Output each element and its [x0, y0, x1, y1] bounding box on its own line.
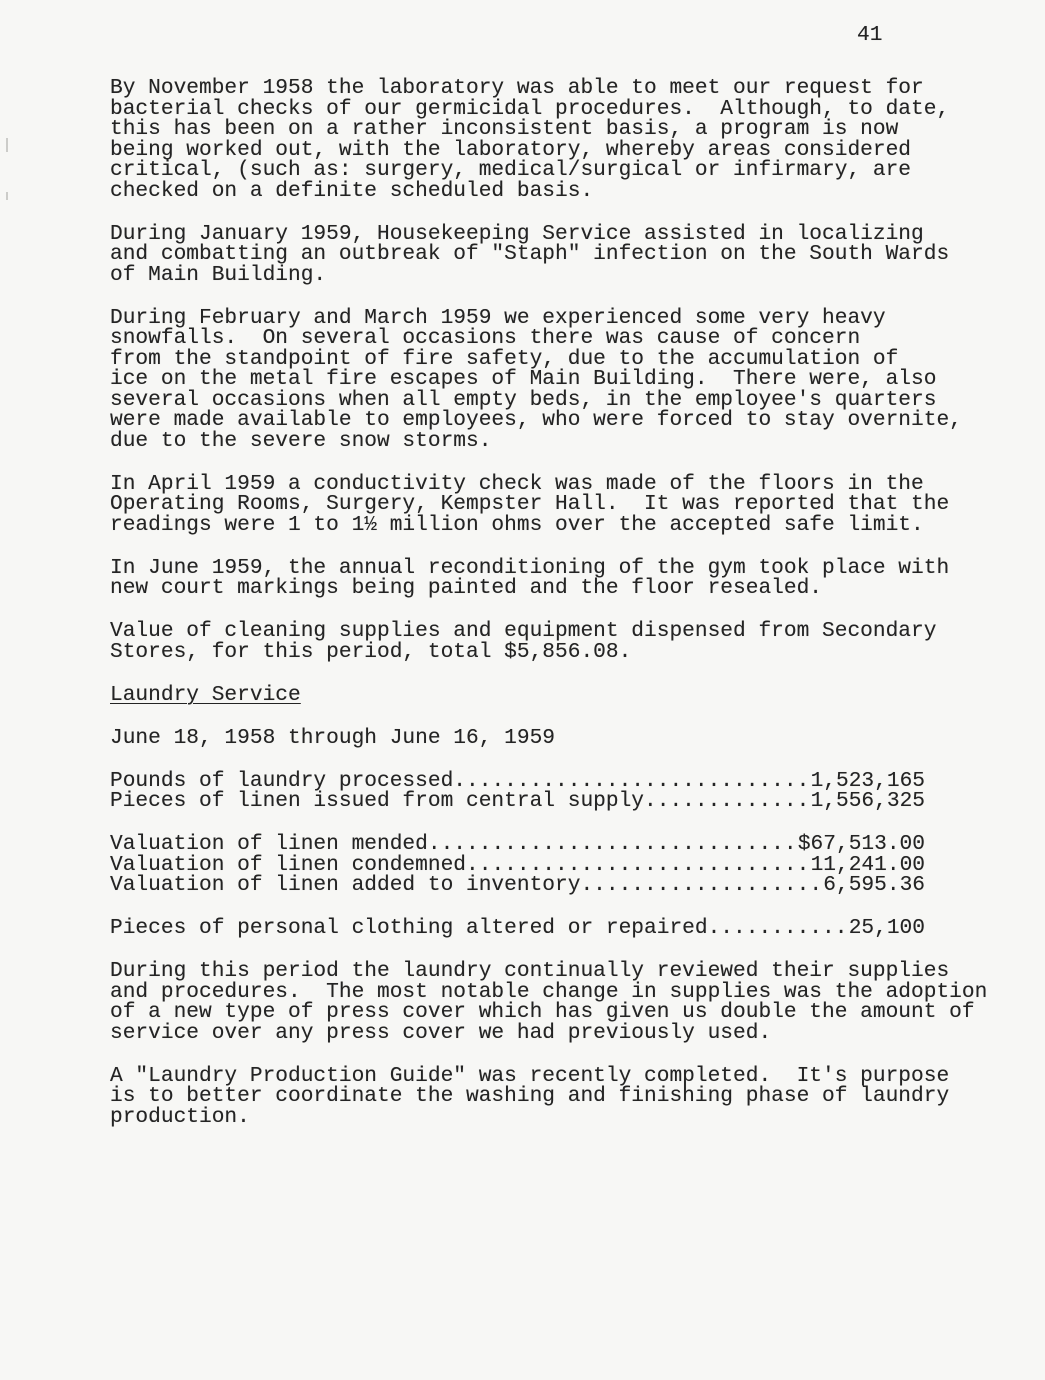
ledger-row [110, 852, 925, 877]
section-heading-laundry: Laundry Service [110, 682, 301, 707]
clothing-ledger [110, 918, 1020, 939]
ledger-row [110, 834, 925, 855]
paragraph-snowfalls: During February and March 1959 we experienced some very heavy snowfalls. On several occasions there was cause of concern from the standpoint of fire safety, due to the accumulation of ice on the metal fire escapes of Main Building. There were, also several occasions when all empty beds, in the employee's quarters were made available to employees, who were forced to stay overnite, due to the severe snow storms. [110, 305, 962, 453]
ledger-label: Valuation of linen mended [110, 832, 428, 856]
ledger-value: 25,100 [848, 916, 925, 940]
ledger-value: $67,513.00 [797, 832, 925, 856]
ledger-value: 1,523,165 [810, 768, 925, 793]
dot-leader [644, 791, 811, 812]
ledger-value: 11,241.00 [810, 852, 925, 877]
ledger-row [110, 768, 925, 793]
paragraph-conductivity-check: In April 1959 a conductivity check was made of the floors in the Operating Rooms, Surgery, Kempster Hall. It was reported that the readings were 1 to 1½ million ohms over the accepted safe limit. [110, 471, 950, 537]
reporting-period: June 18, 1958 through June 16, 1959 [110, 725, 556, 750]
ledger-value: 1,556,325 [810, 789, 925, 813]
paragraph-supplies-review: During this period the laundry continually reviewed their supplies and procedures. The most notable change in supplies was the adoption of a new type of press cover which has given us double the amount of service over any press cover we had previously used. [110, 959, 988, 1045]
paragraph-cleaning-supplies-value: Value of cleaning supplies and equipment dispensed from Secondary Stores, for this period, total $5,856.08. [110, 619, 937, 664]
document-body [110, 78, 1020, 1150]
linen-valuation-ledger [110, 834, 1020, 896]
ledger-label: Valuation of linen condemned [110, 852, 467, 877]
ledger-row [110, 918, 925, 939]
paragraph-laboratory-checks: By November 1958 the laboratory was able to meet our request for bacterial checks of our germicidal procedures. Although, to date, this has been on a rather inconsistent basis, a program is now being worked out, with the laboratory, whereby areas considered critical, (such as: surgery, medical/surgical or infirmary, are checked on a definite scheduled basis. [110, 76, 950, 203]
ledger-row [110, 875, 925, 896]
margin-mark [6, 138, 8, 152]
dot-leader [453, 771, 810, 792]
ledger-label: Valuation of linen added to inventory [110, 873, 581, 897]
production-ledger [110, 768, 1020, 813]
margin-mark [6, 192, 8, 200]
page-number: 41 [857, 23, 883, 47]
paragraph-staph-outbreak: During January 1959, Housekeeping Service assisted in localizing and combatting an outbreak of "Staph" infection on the South Wards of Main Building. [110, 221, 950, 287]
laundry-section [110, 682, 1020, 1129]
housekeeping-section [110, 78, 1020, 662]
ledger-label: Pounds of laundry processed [110, 768, 454, 793]
paragraph-production-guide: A "Laundry Production Guide" was recently completed. It's purpose is to better coordinate the washing and finishing phase of laundry production. [110, 1063, 950, 1129]
paragraph-gym-reconditioning: In June 1959, the annual reconditioning of the gym took place with new court markings being painted and the floor resealed. [110, 555, 950, 600]
ledger-label: Pieces of linen issued from central supply [110, 789, 645, 813]
ledger-row [110, 791, 925, 812]
dot-leader [708, 918, 849, 939]
dot-leader [466, 855, 811, 876]
ledger-label: Pieces of personal clothing altered or repaired [110, 916, 708, 940]
ledger-value: 6,595.36 [823, 873, 925, 897]
dot-leader [428, 834, 798, 855]
dot-leader [580, 875, 823, 896]
